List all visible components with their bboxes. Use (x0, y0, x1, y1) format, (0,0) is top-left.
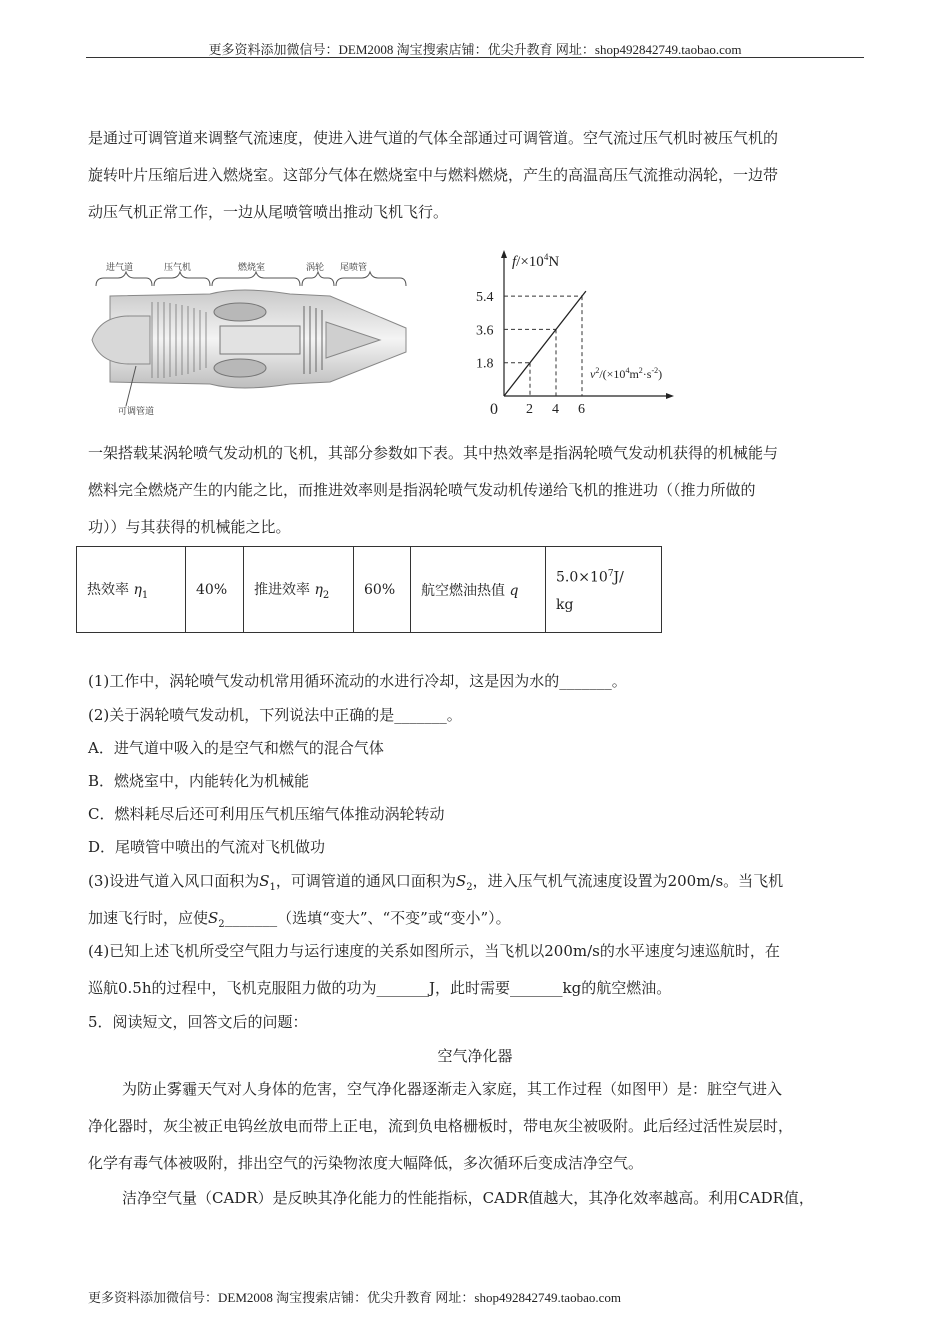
x-tick-label-6: 6 (578, 402, 585, 417)
option-d: D．尾喷管中喷出的气流对飞机做功 (88, 838, 326, 856)
question-2: (2)关于涡轮喷气发动机，下列说法中正确的是_______。 (88, 706, 462, 724)
y-axis-label: $f/\times 10^4N$ (512, 252, 560, 270)
para2-line-1: 一架搭载某涡轮喷气发动机的飞机，其部分参数如下表。其中热效率是指涡轮喷气发动机获得的机械能与 (88, 444, 779, 462)
question-4-line-2: 巡航0.5h的过程中，飞机克服阻力做的功为_______J，此时需要_______kg的航空燃油。 (88, 979, 672, 997)
y-axis-arrow (501, 250, 507, 258)
page-header: 更多资料添加微信号：DEM2008 淘宝搜索店铺：优尖升教育 网址：shop492842749.taobao.com (208, 42, 742, 57)
section-braces (96, 272, 406, 286)
label-adjustable-duct: 可调管道 (118, 407, 155, 417)
page-footer: 更多资料添加微信号：DEM2008 淘宝搜索店铺：优尖升教育 网址：shop492842749.taobao.com (88, 1290, 621, 1305)
article-p2-line-1: 洁净空气量（CADR）是反映其净化能力的性能指标，CADR值越大，其净化效率越高。利用CADR值， (122, 1189, 814, 1207)
option-a: A．进气道中吸入的是空气和燃气的混合气体 (88, 739, 384, 757)
y-tick-label-5.4: 5.4 (476, 290, 494, 306)
label-turbine: 涡轮 (306, 263, 325, 273)
section-5-heading: 5．阅读短文，回答文后的问题： (88, 1013, 308, 1031)
intro-line-1: 是通过可调管道来调整气流速度，使进入进气道的气体全部通过可调管道。空气流过压气机时被压气机的 (88, 129, 779, 147)
thermal-efficiency-value: 40% (186, 547, 244, 633)
x-axis-arrow (666, 393, 674, 399)
table-row (77, 547, 662, 633)
para2-line-2: 燃料完全燃烧产生的内能之比，而推进效率则是指涡轮喷气发动机传递给飞机的推进功（（推力所做的 (88, 481, 756, 499)
option-b: B．燃烧室中，内能转化为机械能 (88, 772, 310, 790)
intro-line-3: 动压气机正常工作，一边从尾喷管喷出推动飞机飞行。 (88, 203, 449, 221)
question-1: (1)工作中，涡轮喷气发动机常用循环流动的水进行冷却，这是因为水的_______。 (88, 672, 627, 690)
article-p1-line-3: 化学有毒气体被吸附，排出空气的污染物浓度大幅降低，多次循环后变成洁净空气。 (88, 1154, 644, 1172)
x-axis-label: $v^2/(\times 10^4m^2\cdot s^{-2})$ (590, 366, 663, 381)
series-line (504, 291, 586, 396)
label-combustor: 燃烧室 (238, 263, 266, 273)
y-tick-label-3.6: 3.6 (476, 323, 494, 339)
propulsion-efficiency-label: 推进效率 $\eta_2$ (244, 547, 354, 633)
parameter-table (76, 546, 662, 633)
question-3-line-2: 加速飞行时，应使$S_2\_\_\_\_\_\_\_$（选填“变大”、“不变”或“变小”）。 (88, 909, 511, 930)
intake-spinner (92, 316, 150, 364)
header-divider (86, 57, 864, 58)
intro-line-2: 旋转叶片压缩后进入燃烧室。这部分气体在燃烧室中与燃料燃烧，产生的高温高压气流推动涡轮，一边带 (88, 166, 779, 184)
propulsion-efficiency-value: 60% (354, 547, 411, 633)
fuel-heat-value: $5.0\times 10^7J/$ kg (546, 547, 662, 633)
label-intake: 进气道 (106, 263, 134, 273)
jet-engine-figure (90, 256, 410, 420)
para2-line-3: 功））与其获得的机械能之比。 (88, 518, 291, 536)
x-tick-label-4: 4 (552, 402, 559, 417)
label-compressor: 压气机 (164, 263, 192, 273)
origin-label: 0 (490, 401, 498, 418)
y-tick-label-1.8: 1.8 (476, 356, 494, 372)
thermal-efficiency-label: 热效率 $\eta_1$ (77, 547, 186, 633)
label-nozzle: 尾喷管 (340, 263, 368, 273)
article-p1-line-2: 净化器时，灰尘被正电钨丝放电而带上正电，流到负电格栅板时，带电灰尘被吸附。此后经过活性炭层时， (88, 1117, 794, 1135)
article-title: 空气净化器 (437, 1047, 513, 1065)
x-tick-label-2: 2 (526, 402, 533, 417)
question-4-line-1: (4)已知上述飞机所受空气阻力与运行速度的关系如图所示，当飞机以200m/s的水平速度匀速巡航时，在 (88, 942, 780, 960)
article-p1-line-1: 为防止雾霾天气对人身体的危害，空气净化器逐渐走入家庭，其工作过程（如图甲）是：脏空气进入 (122, 1080, 783, 1098)
option-c: C．燃料耗尽后还可利用压气机压缩气体推动涡轮转动 (88, 805, 445, 823)
force-velocity-graph (466, 244, 706, 424)
question-3-line-1: (3)设进气道入风口面积为$S_1$，可调管道的通风口面积为$S_2$，进入压气机气流速度设置为200m/s。当飞机 (88, 872, 784, 893)
fuel-heat-value-label: 航空燃油热值 q (411, 547, 546, 633)
